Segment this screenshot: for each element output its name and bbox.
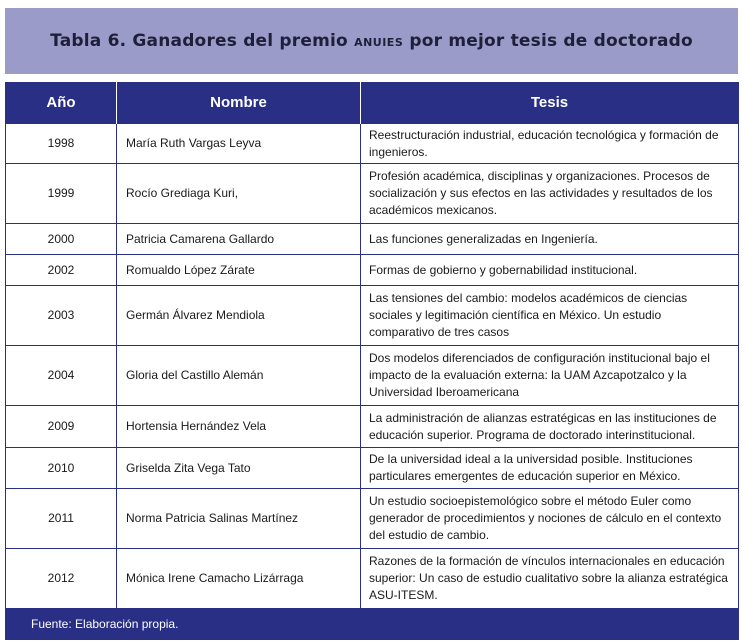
cell-name: Germán Álvarez Mendiola [117, 286, 361, 346]
table-row [6, 489, 739, 549]
cell-year: 2010 [6, 448, 117, 489]
title-acronym: ANUIES [354, 36, 404, 49]
cell-year: 2002 [6, 255, 117, 286]
cell-year: 2004 [6, 346, 117, 406]
cell-year: 1998 [6, 124, 117, 164]
cell-thesis: Un estudio socioepistemológico sobre el método Euler como generador de procedimientos y nociones de cálculo en el contexto del estudio de cambio. [361, 489, 739, 549]
cell-name: Rocío Grediaga Kuri, [117, 164, 361, 224]
table-row [6, 448, 739, 489]
cell-thesis: Formas de gobierno y gobernabilidad institucional. [361, 255, 739, 286]
title-suffix: por mejor tesis de doctorado [403, 31, 693, 51]
cell-year: 2003 [6, 286, 117, 346]
cell-thesis: Dos modelos diferenciados de configuración institucional bajo el impacto de la evaluación externa: la UAM Azcapotzalco y la Universidad Iberoamericana [361, 346, 739, 406]
cell-name: Romualdo López Zárate [117, 255, 361, 286]
cell-name: Hortensia Hernández Vela [117, 406, 361, 448]
cell-name: Griselda Zita Vega Tato [117, 448, 361, 489]
table-row [6, 224, 739, 255]
table-title [50, 31, 693, 51]
source-note: Fuente: Elaboración propia. [6, 609, 739, 640]
cell-name: Patricia Camarena Gallardo [117, 224, 361, 255]
cell-year: 2000 [6, 224, 117, 255]
cell-year: 2012 [6, 549, 117, 609]
cell-name: Norma Patricia Salinas Martínez [117, 489, 361, 549]
cell-year: 2011 [6, 489, 117, 549]
cell-year: 2009 [6, 406, 117, 448]
cell-thesis: Razones de la formación de vínculos internacionales en educación superior: Un caso de estudio cualitativo sobre la alianza estratégica ASU-ITESM. [361, 549, 739, 609]
cell-name: Gloria del Castillo Alemán [117, 346, 361, 406]
table-row [6, 346, 739, 406]
cell-thesis: La administración de alianzas estratégicas en las instituciones de educación superior. Programa de doctorado interinstitucional. [361, 406, 739, 448]
cell-thesis: Las funciones generalizadas en Ingeniería. [361, 224, 739, 255]
table-row [6, 255, 739, 286]
source-row [6, 609, 739, 640]
header-thesis: Tesis [361, 82, 739, 124]
winners-table [5, 82, 739, 640]
table-row [6, 286, 739, 346]
table-row [6, 549, 739, 609]
table-row [6, 164, 739, 224]
title-band [5, 8, 738, 74]
table-row [6, 124, 739, 164]
cell-thesis: Profesión académica, disciplinas y organizaciones. Procesos de socialización y sus efectos en las actividades y resultados de los académicos mexicanos. [361, 164, 739, 224]
cell-thesis: Las tensiones del cambio: modelos académicos de ciencias sociales y legitimación científica en México. Un estudio comparativo de tres casos [361, 286, 739, 346]
cell-name: Mónica Irene Camacho Lizárraga [117, 549, 361, 609]
header-year: Año [6, 82, 117, 124]
cell-name: María Ruth Vargas Leyva [117, 124, 361, 164]
header-row [6, 82, 739, 124]
title-prefix: Tabla 6. Ganadores del premio [50, 31, 355, 51]
table-row [6, 406, 739, 448]
cell-thesis: Reestructuración industrial, educación tecnológica y formación de ingenieros. [361, 124, 739, 164]
cell-thesis: De la universidad ideal a la universidad posible. Instituciones particulares emergentes de educación superior en México. [361, 448, 739, 489]
winners-table-frame [5, 82, 738, 639]
cell-year: 1999 [6, 164, 117, 224]
header-name: Nombre [117, 82, 361, 124]
